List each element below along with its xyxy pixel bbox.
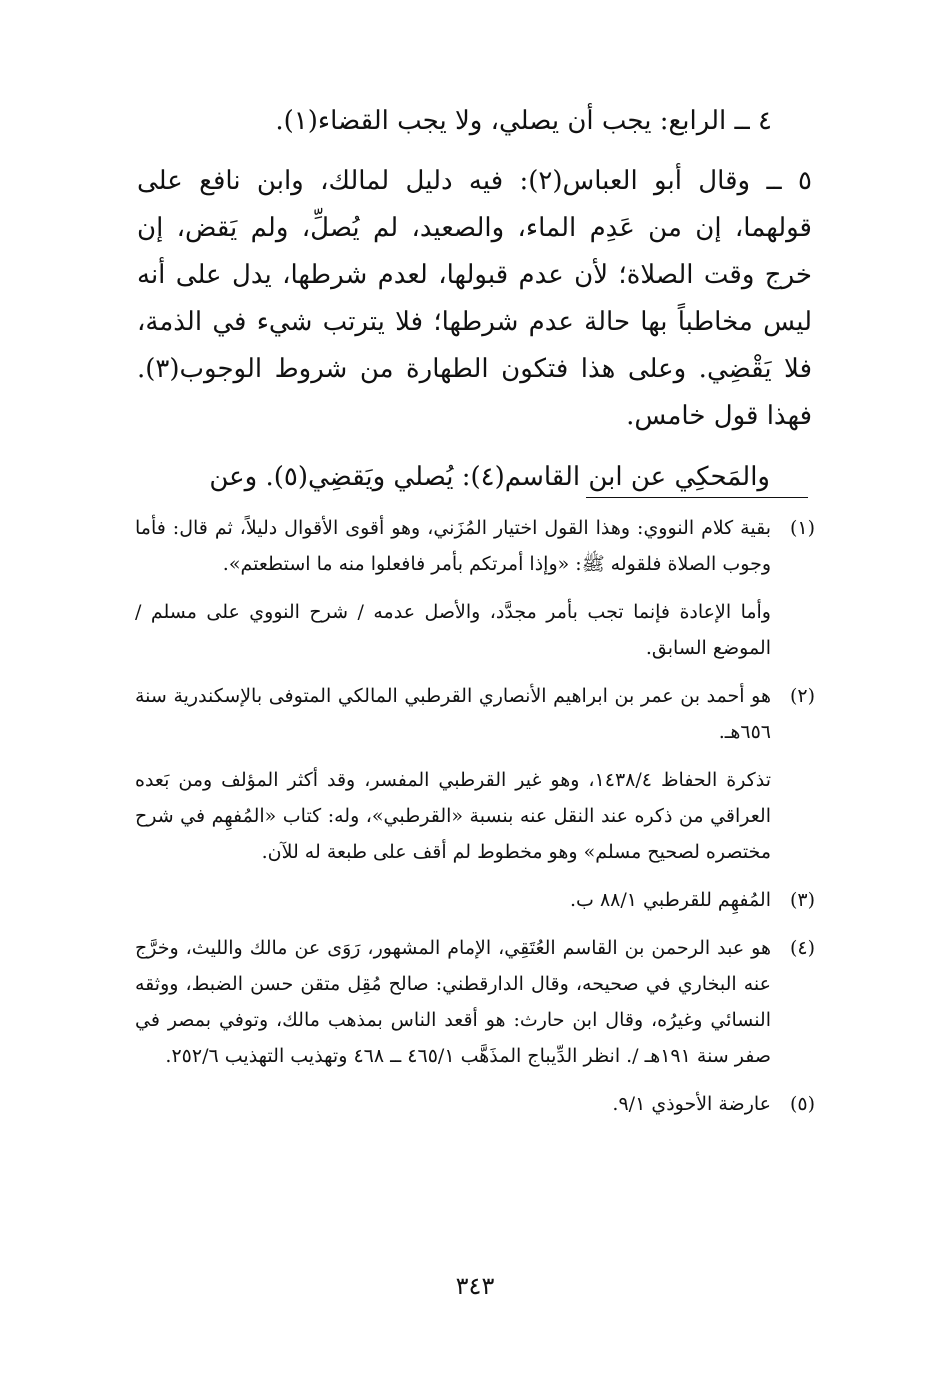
footnote-paragraph: هو أحمد بن عمر بن ابراهيم الأنصاري القرطبي المالكي المتوفى بالإسكندرية سنة ٦٥٦هـ. (135, 685, 771, 743)
footnote-paragraph: المُفهِم للقرطبي ٨٨/١ ب. (569, 889, 771, 911)
footnote-body (135, 678, 771, 870)
footnote-number: (٤) (789, 937, 815, 959)
footnote-number: (٣) (789, 889, 815, 911)
footnote-paragraph: بقية كلام النووي: وهذا القول اختيار المُزَني، وهو أقوى الأقوال دليلاً، ثم قال: فأما وجوب الصلاة فلقوله ﷺ: «وإذا أمرتكم بأمر فافعلوا منه ما استطعتم». (135, 517, 771, 575)
opinion-five: ٥ ــ وقال أبو العباس(٢): فيه دليل لمالك، وابن نافع على قولهما، إن من عَدِم الماء، والصعيد، لم يُصلِّ، ولم يَقض، إن خرج وقت الصلاة؛ لأن عدم قبولها، لعدم شرطها، يدل على أنه ليس مخاطباً بها حالة عدم شرطها؛ فلا يترتب شيء في الذمة، فلا يَقْضِي. وعلى هذا فتكون الطهارة من شروط الوجوب(٣). فهذا قول خامس. (137, 166, 813, 431)
footnote-body (135, 510, 771, 666)
opinion-four: ٤ ــ الرابع: يجب أن يصلي، ولا يجب القضاء(١). (275, 106, 772, 136)
footnote-body (135, 930, 771, 1074)
footnote-body (135, 1086, 771, 1122)
footnote-4 (135, 930, 815, 1074)
footnote-3 (135, 882, 815, 918)
opinion-six: والمَحكِي عن ابن القاسم(٤): يُصلي ويَقضِي(٥). وعن (209, 462, 770, 492)
footnote-5 (135, 1086, 815, 1122)
main-text (137, 98, 812, 501)
page-number: ٣٤٣ (455, 1272, 495, 1300)
footnote-number: (٥) (789, 1093, 815, 1115)
footnote-body (135, 882, 771, 918)
footnote-1 (135, 510, 815, 666)
footnote-number: (١) (789, 517, 815, 539)
footnote-2 (135, 678, 815, 870)
footnote-paragraph: عارضة الأحوذي ٩/١. (612, 1093, 771, 1115)
footnotes (135, 510, 815, 1134)
footnote-paragraph: وأما الإعادة فإنما تجب بأمر مجدَّد، والأصل عدمه / شرح النووي على مسلم / الموضع السابق. (135, 601, 771, 659)
footnote-paragraph: هو عبد الرحمن بن القاسم العُتَقِي، الإمام المشهور، رَوَى عن مالك والليث، وخرَّج عنه البخاري في صحيحه، وقال الدارقطني: صالح مُقِل متقن حسن الضبط، ووثقه النسائي وغيرُه، وقال ابن حارث: هو أقعد الناس بمذهب مالك، وتوفي بمصر في صفر سنة ١٩١هـ /. انظر الدِّيباج المذَهَّب ٤٦٥/١ ــ ٤٦٨ وتهذيب التهذيب ٢٥٢/٦. (135, 937, 771, 1067)
footnote-divider (586, 497, 808, 498)
footnote-paragraph: تذكرة الحفاظ ١٤٣٨/٤، وهو غير القرطبي المفسر، وقد أكثر المؤلف ومن بَعده العراقي من ذكره عند النقل عنه بنسبة «القرطبي»، وله: كتاب «المُفهِم في شرح مختصره لصحيح مسلم» وهو مخطوط لم أقف على طبعة له للآن. (135, 769, 771, 863)
footnote-number: (٢) (789, 685, 815, 707)
